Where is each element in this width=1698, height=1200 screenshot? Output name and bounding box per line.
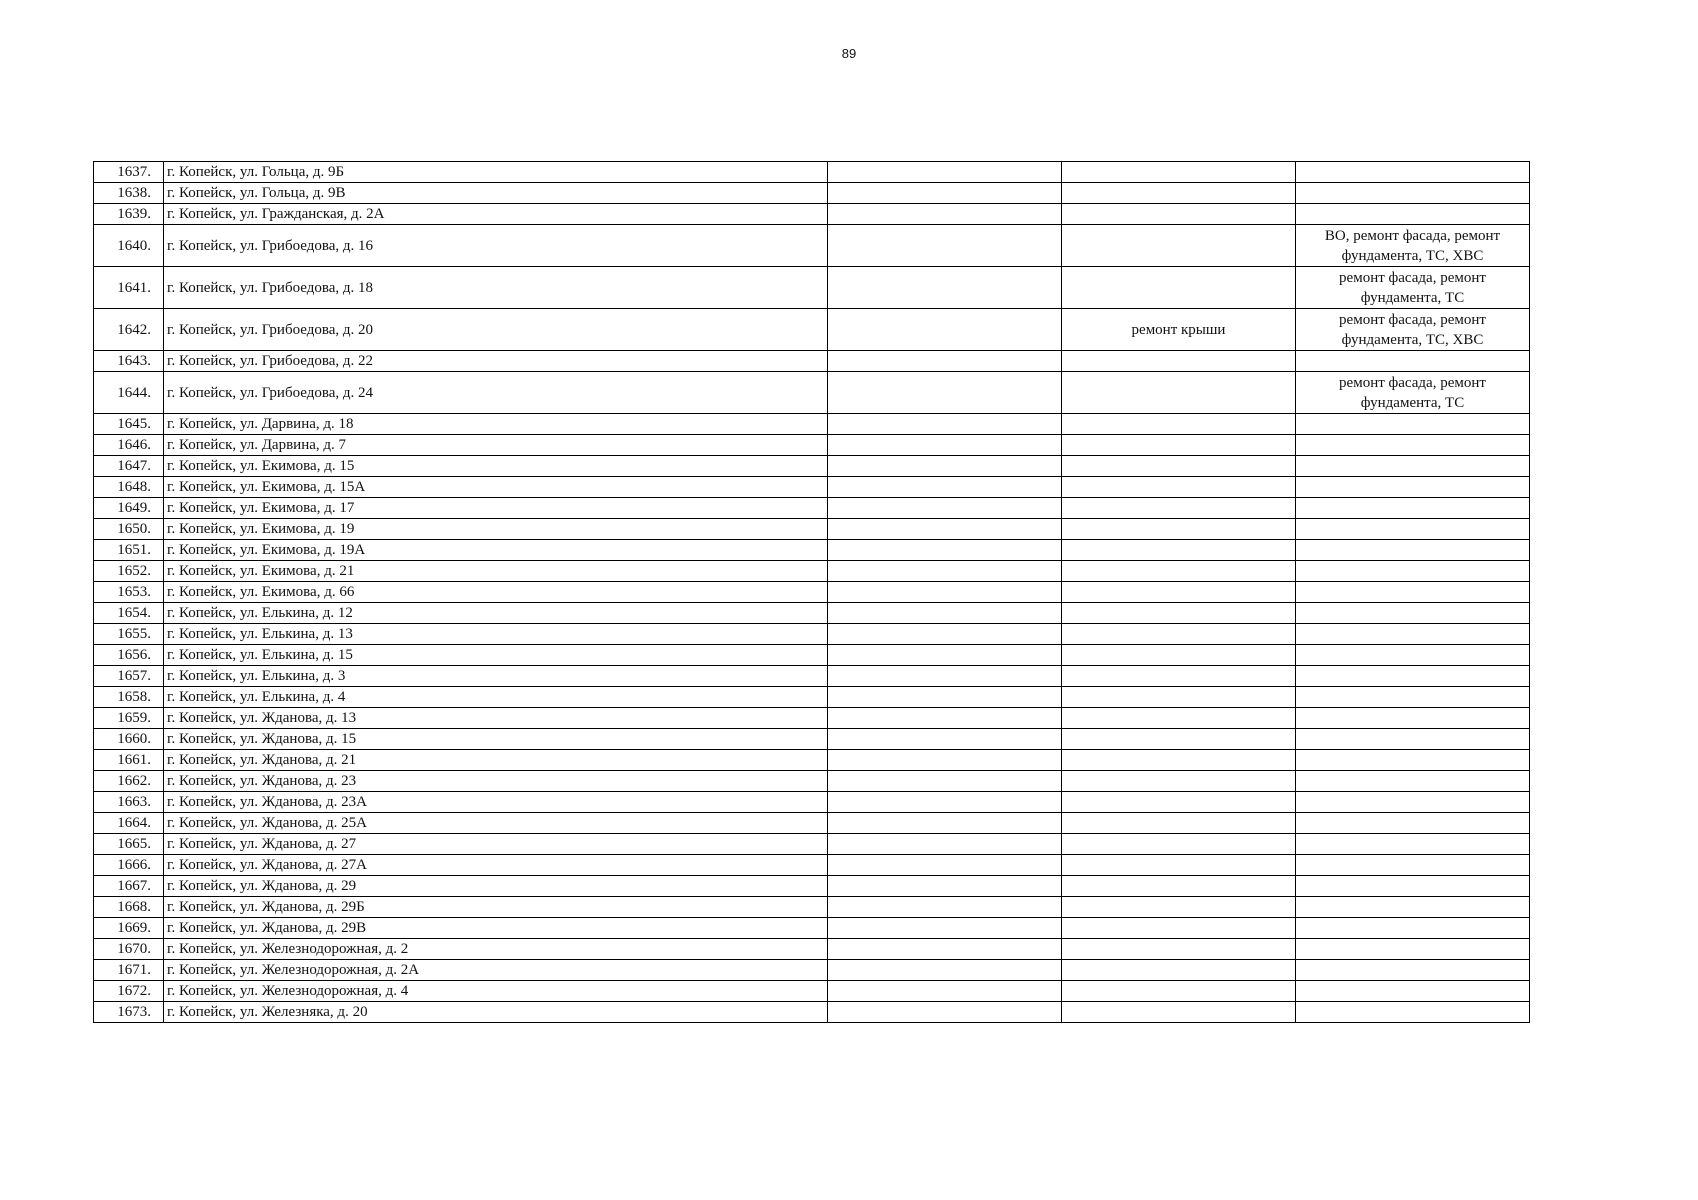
table-row	[94, 582, 1530, 603]
work-type-cell-3	[828, 666, 1062, 687]
work-type-cell-5	[1296, 603, 1530, 624]
work-type-cell-4	[1062, 204, 1296, 225]
work-type-cell-3	[828, 750, 1062, 771]
address-cell: г. Копейск, ул. Екимова, д. 19	[164, 519, 828, 540]
work-type-cell-4	[1062, 939, 1296, 960]
work-type-cell-3	[828, 309, 1062, 351]
work-type-cell-5	[1296, 813, 1530, 834]
work-type-cell-4	[1062, 666, 1296, 687]
row-number-cell: 1672.	[94, 981, 164, 1002]
work-type-cell-4	[1062, 624, 1296, 645]
work-type-cell-3	[828, 561, 1062, 582]
work-type-cell-5	[1296, 162, 1530, 183]
work-type-cell-5	[1296, 183, 1530, 204]
row-number-cell: 1670.	[94, 939, 164, 960]
address-cell: г. Копейск, ул. Екимова, д. 15А	[164, 477, 828, 498]
work-type-cell-5	[1296, 1002, 1530, 1023]
work-type-cell-3	[828, 435, 1062, 456]
work-type-cell-3	[828, 183, 1062, 204]
work-type-cell-5	[1296, 771, 1530, 792]
address-cell: г. Копейск, ул. Грибоедова, д. 20	[164, 309, 828, 351]
work-type-cell-4	[1062, 351, 1296, 372]
row-number-cell: 1646.	[94, 435, 164, 456]
work-type-cell-5	[1296, 582, 1530, 603]
work-type-cell-4	[1062, 687, 1296, 708]
work-type-cell-5	[1296, 897, 1530, 918]
work-type-cell-4	[1062, 603, 1296, 624]
table-row	[94, 666, 1530, 687]
row-number-cell: 1655.	[94, 624, 164, 645]
table-row	[94, 204, 1530, 225]
table-row	[94, 456, 1530, 477]
table-row	[94, 981, 1530, 1002]
address-cell: г. Копейск, ул. Елькина, д. 3	[164, 666, 828, 687]
work-type-cell-5	[1296, 456, 1530, 477]
work-type-cell-4	[1062, 792, 1296, 813]
work-type-cell-3	[828, 876, 1062, 897]
work-type-cell-5	[1296, 939, 1530, 960]
address-cell: г. Копейск, ул. Жданова, д. 29	[164, 876, 828, 897]
address-cell: г. Копейск, ул. Екимова, д. 19А	[164, 540, 828, 561]
work-type-cell-4: ремонт крыши	[1062, 309, 1296, 351]
table-row	[94, 540, 1530, 561]
table-row	[94, 603, 1530, 624]
table-row	[94, 267, 1530, 309]
work-type-cell-3	[828, 267, 1062, 309]
table-row	[94, 477, 1530, 498]
work-type-cell-5	[1296, 477, 1530, 498]
table-row	[94, 372, 1530, 414]
work-type-cell-4	[1062, 540, 1296, 561]
address-cell: г. Копейск, ул. Жданова, д. 25А	[164, 813, 828, 834]
row-number-cell: 1658.	[94, 687, 164, 708]
address-cell: г. Копейск, ул. Дарвина, д. 18	[164, 414, 828, 435]
table-row	[94, 624, 1530, 645]
work-type-cell-3	[828, 792, 1062, 813]
table-row	[94, 960, 1530, 981]
work-type-cell-5	[1296, 645, 1530, 666]
work-type-cell-3	[828, 855, 1062, 876]
address-cell: г. Копейск, ул. Екимова, д. 15	[164, 456, 828, 477]
address-cell: г. Копейск, ул. Екимова, д. 21	[164, 561, 828, 582]
address-cell: г. Копейск, ул. Железнодорожная, д. 2А	[164, 960, 828, 981]
work-type-cell-5	[1296, 855, 1530, 876]
table-row	[94, 414, 1530, 435]
work-type-cell-4	[1062, 729, 1296, 750]
row-number-cell: 1651.	[94, 540, 164, 561]
work-type-cell-5	[1296, 750, 1530, 771]
address-cell: г. Копейск, ул. Елькина, д. 4	[164, 687, 828, 708]
row-number-cell: 1656.	[94, 645, 164, 666]
row-number-cell: 1653.	[94, 582, 164, 603]
work-type-cell-4	[1062, 414, 1296, 435]
address-cell: г. Копейск, ул. Жданова, д. 23А	[164, 792, 828, 813]
row-number-cell: 1648.	[94, 477, 164, 498]
work-type-cell-4	[1062, 960, 1296, 981]
work-type-cell-3	[828, 687, 1062, 708]
work-type-cell-3	[828, 834, 1062, 855]
address-cell: г. Копейск, ул. Екимова, д. 66	[164, 582, 828, 603]
work-type-cell-3	[828, 498, 1062, 519]
address-cell: г. Копейск, ул. Железняка, д. 20	[164, 1002, 828, 1023]
row-number-cell: 1649.	[94, 498, 164, 519]
table-row	[94, 519, 1530, 540]
work-type-cell-4	[1062, 855, 1296, 876]
row-number-cell: 1645.	[94, 414, 164, 435]
row-number-cell: 1641.	[94, 267, 164, 309]
table-row	[94, 792, 1530, 813]
work-type-cell-5	[1296, 918, 1530, 939]
row-number-cell: 1638.	[94, 183, 164, 204]
work-type-cell-3	[828, 624, 1062, 645]
work-type-cell-5	[1296, 687, 1530, 708]
address-cell: г. Копейск, ул. Жданова, д. 27А	[164, 855, 828, 876]
row-number-cell: 1660.	[94, 729, 164, 750]
work-type-cell-3	[828, 414, 1062, 435]
row-number-cell: 1666.	[94, 855, 164, 876]
table-row	[94, 435, 1530, 456]
address-cell: г. Копейск, ул. Жданова, д. 13	[164, 708, 828, 729]
work-type-cell-3	[828, 582, 1062, 603]
work-type-cell-3	[828, 729, 1062, 750]
work-type-cell-4	[1062, 876, 1296, 897]
work-type-cell-5	[1296, 960, 1530, 981]
work-type-cell-4	[1062, 750, 1296, 771]
table-row	[94, 918, 1530, 939]
work-type-cell-4	[1062, 372, 1296, 414]
row-number-cell: 1671.	[94, 960, 164, 981]
work-type-cell-4	[1062, 708, 1296, 729]
work-type-cell-3	[828, 813, 1062, 834]
address-cell: г. Копейск, ул. Жданова, д. 15	[164, 729, 828, 750]
registry-table-body	[94, 162, 1530, 1023]
table-row	[94, 351, 1530, 372]
work-type-cell-4	[1062, 1002, 1296, 1023]
address-cell: г. Копейск, ул. Гольца, д. 9Б	[164, 162, 828, 183]
work-type-cell-3	[828, 162, 1062, 183]
work-type-cell-5	[1296, 498, 1530, 519]
table-row	[94, 876, 1530, 897]
work-type-cell-3	[828, 519, 1062, 540]
address-cell: г. Копейск, ул. Жданова, д. 23	[164, 771, 828, 792]
address-cell: г. Копейск, ул. Гольца, д. 9В	[164, 183, 828, 204]
work-type-cell-4	[1062, 897, 1296, 918]
table-row	[94, 750, 1530, 771]
row-number-cell: 1668.	[94, 897, 164, 918]
row-number-cell: 1665.	[94, 834, 164, 855]
table-row	[94, 162, 1530, 183]
work-type-cell-4	[1062, 519, 1296, 540]
work-type-cell-3	[828, 456, 1062, 477]
work-type-cell-3	[828, 1002, 1062, 1023]
table-row	[94, 939, 1530, 960]
work-type-cell-3	[828, 897, 1062, 918]
row-number-cell: 1667.	[94, 876, 164, 897]
work-type-cell-5	[1296, 561, 1530, 582]
table-row	[94, 687, 1530, 708]
work-type-cell-5	[1296, 834, 1530, 855]
row-number-cell: 1643.	[94, 351, 164, 372]
work-type-cell-4	[1062, 456, 1296, 477]
work-type-cell-3	[828, 645, 1062, 666]
address-cell: г. Копейск, ул. Грибоедова, д. 24	[164, 372, 828, 414]
work-type-cell-4	[1062, 477, 1296, 498]
work-type-cell-3	[828, 204, 1062, 225]
row-number-cell: 1644.	[94, 372, 164, 414]
work-type-cell-4	[1062, 582, 1296, 603]
work-type-cell-3	[828, 603, 1062, 624]
work-type-cell-5: ВО, ремонт фасада, ремонт фундамента, ТС, ХВС	[1296, 225, 1530, 267]
work-type-cell-4	[1062, 162, 1296, 183]
row-number-cell: 1654.	[94, 603, 164, 624]
row-number-cell: 1652.	[94, 561, 164, 582]
row-number-cell: 1647.	[94, 456, 164, 477]
table-row	[94, 183, 1530, 204]
address-cell: г. Копейск, ул. Грибоедова, д. 16	[164, 225, 828, 267]
work-type-cell-3	[828, 372, 1062, 414]
work-type-cell-4	[1062, 981, 1296, 1002]
work-type-cell-3	[828, 918, 1062, 939]
work-type-cell-4	[1062, 498, 1296, 519]
work-type-cell-5	[1296, 519, 1530, 540]
work-type-cell-3	[828, 771, 1062, 792]
work-type-cell-5	[1296, 792, 1530, 813]
work-type-cell-5	[1296, 981, 1530, 1002]
building-registry-table	[93, 161, 1530, 1023]
row-number-cell: 1639.	[94, 204, 164, 225]
address-cell: г. Копейск, ул. Железнодорожная, д. 4	[164, 981, 828, 1002]
row-number-cell: 1637.	[94, 162, 164, 183]
work-type-cell-3	[828, 981, 1062, 1002]
work-type-cell-5	[1296, 624, 1530, 645]
page-number: 89	[841, 46, 857, 61]
table-row	[94, 1002, 1530, 1023]
work-type-cell-5	[1296, 414, 1530, 435]
work-type-cell-3	[828, 960, 1062, 981]
row-number-cell: 1661.	[94, 750, 164, 771]
work-type-cell-5	[1296, 435, 1530, 456]
work-type-cell-5	[1296, 729, 1530, 750]
address-cell: г. Копейск, ул. Елькина, д. 13	[164, 624, 828, 645]
address-cell: г. Копейск, ул. Грибоедова, д. 22	[164, 351, 828, 372]
work-type-cell-4	[1062, 771, 1296, 792]
address-cell: г. Копейск, ул. Елькина, д. 15	[164, 645, 828, 666]
work-type-cell-5: ремонт фасада, ремонт фундамента, ТС, ХВС	[1296, 309, 1530, 351]
work-type-cell-4	[1062, 645, 1296, 666]
work-type-cell-5	[1296, 708, 1530, 729]
table-row	[94, 645, 1530, 666]
work-type-cell-4	[1062, 813, 1296, 834]
work-type-cell-4	[1062, 834, 1296, 855]
work-type-cell-3	[828, 351, 1062, 372]
row-number-cell: 1650.	[94, 519, 164, 540]
work-type-cell-4	[1062, 918, 1296, 939]
work-type-cell-3	[828, 939, 1062, 960]
row-number-cell: 1659.	[94, 708, 164, 729]
work-type-cell-4	[1062, 435, 1296, 456]
work-type-cell-4	[1062, 183, 1296, 204]
work-type-cell-5	[1296, 876, 1530, 897]
table-row	[94, 225, 1530, 267]
work-type-cell-5	[1296, 204, 1530, 225]
table-row	[94, 855, 1530, 876]
work-type-cell-4	[1062, 561, 1296, 582]
work-type-cell-5: ремонт фасада, ремонт фундамента, ТС	[1296, 267, 1530, 309]
address-cell: г. Копейск, ул. Железнодорожная, д. 2	[164, 939, 828, 960]
work-type-cell-5	[1296, 351, 1530, 372]
row-number-cell: 1642.	[94, 309, 164, 351]
work-type-cell-3	[828, 477, 1062, 498]
address-cell: г. Копейск, ул. Жданова, д. 29Б	[164, 897, 828, 918]
address-cell: г. Копейск, ул. Дарвина, д. 7	[164, 435, 828, 456]
table-row	[94, 771, 1530, 792]
table-row	[94, 309, 1530, 351]
work-type-cell-4	[1062, 225, 1296, 267]
row-number-cell: 1663.	[94, 792, 164, 813]
address-cell: г. Копейск, ул. Жданова, д. 27	[164, 834, 828, 855]
work-type-cell-3	[828, 225, 1062, 267]
table-row	[94, 498, 1530, 519]
address-cell: г. Копейск, ул. Жданова, д. 21	[164, 750, 828, 771]
table-row	[94, 729, 1530, 750]
row-number-cell: 1640.	[94, 225, 164, 267]
table-row	[94, 708, 1530, 729]
row-number-cell: 1657.	[94, 666, 164, 687]
address-cell: г. Копейск, ул. Жданова, д. 29В	[164, 918, 828, 939]
address-cell: г. Копейск, ул. Елькина, д. 12	[164, 603, 828, 624]
row-number-cell: 1669.	[94, 918, 164, 939]
table-row	[94, 561, 1530, 582]
address-cell: г. Копейск, ул. Екимова, д. 17	[164, 498, 828, 519]
address-cell: г. Копейск, ул. Гражданская, д. 2А	[164, 204, 828, 225]
table-row	[94, 834, 1530, 855]
address-cell: г. Копейск, ул. Грибоедова, д. 18	[164, 267, 828, 309]
table-row	[94, 897, 1530, 918]
work-type-cell-3	[828, 708, 1062, 729]
work-type-cell-5: ремонт фасада, ремонт фундамента, ТС	[1296, 372, 1530, 414]
row-number-cell: 1662.	[94, 771, 164, 792]
work-type-cell-5	[1296, 540, 1530, 561]
work-type-cell-4	[1062, 267, 1296, 309]
table-row	[94, 813, 1530, 834]
row-number-cell: 1673.	[94, 1002, 164, 1023]
work-type-cell-3	[828, 540, 1062, 561]
work-type-cell-5	[1296, 666, 1530, 687]
row-number-cell: 1664.	[94, 813, 164, 834]
